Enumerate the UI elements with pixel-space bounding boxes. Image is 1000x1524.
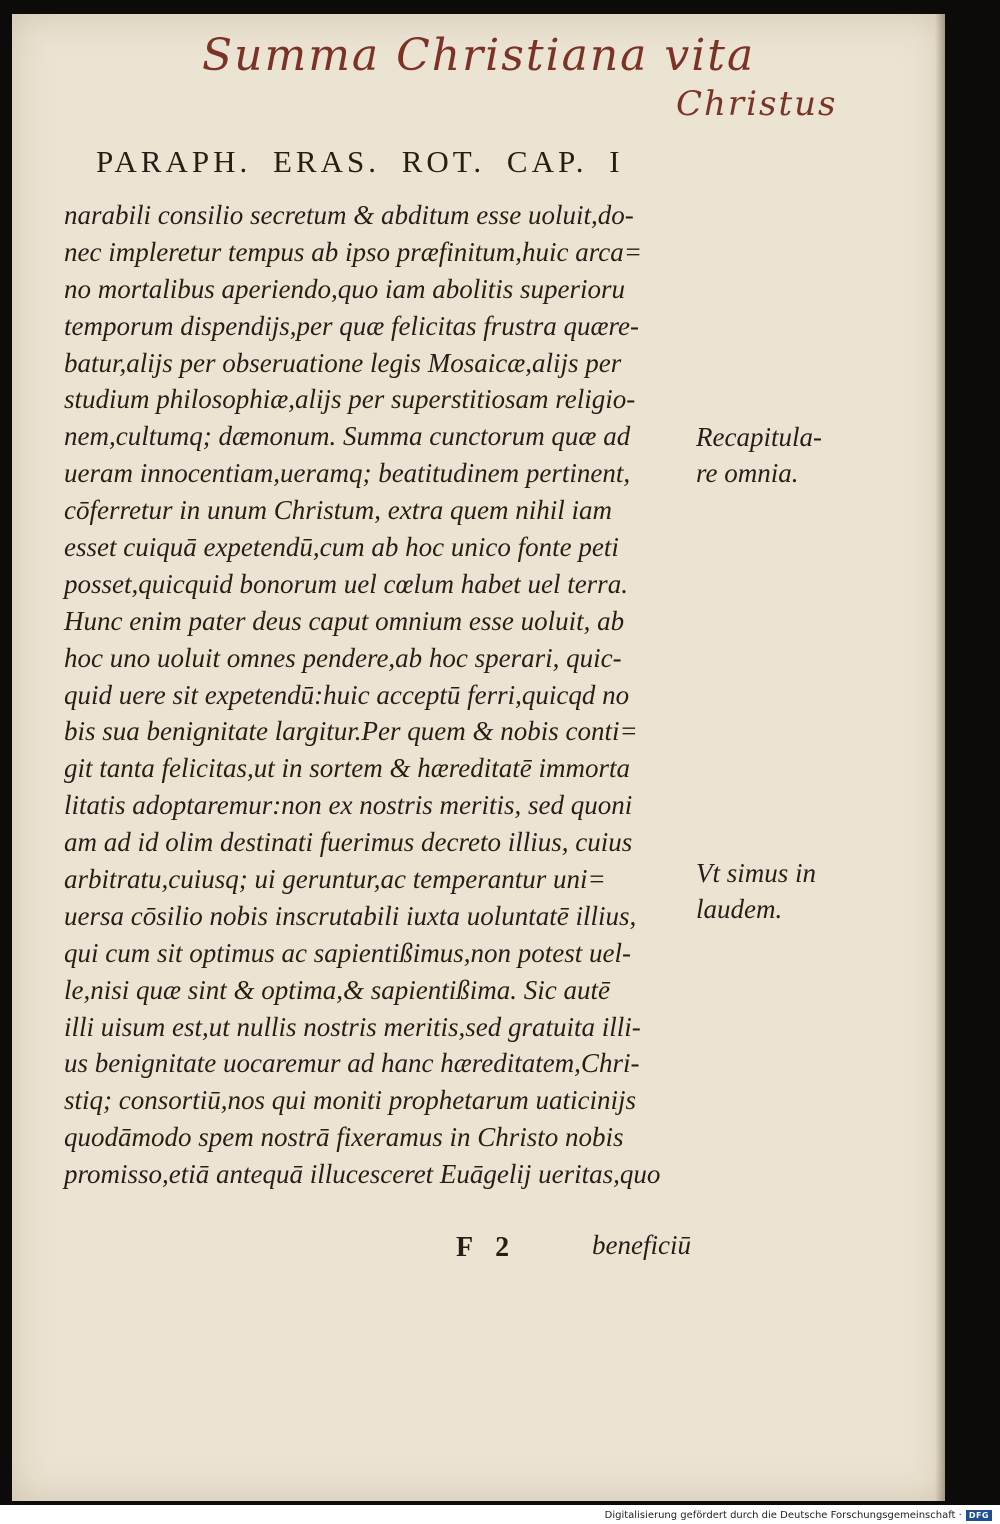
text-line: promisso,etiā antequā illucesceret Euāgelij ueritas,quo xyxy=(64,1159,661,1190)
text-line: us benignitate uocaremur ad hanc hæreditatem,Chri- xyxy=(64,1048,640,1079)
text-line: batur,alijs per obseruatione legis Mosaicæ,alijs per xyxy=(64,347,622,378)
text-line: arbitratu,cuiusq; ui geruntur,ac temperantur uni= xyxy=(64,864,606,895)
margin-note-line: laudem. xyxy=(696,894,783,924)
text-line: no mortalibus aperiendo,quo iam abolitis superioru xyxy=(64,273,626,304)
text-line: le,nisi quæ sint & optima,& sapientißima. Sic autē xyxy=(64,974,610,1005)
running-header: PARAPH. ERAS. ROT. CAP. I xyxy=(96,144,624,179)
text-line: nem,cultumq; dæmonum. Summa cunctorum quæ ad xyxy=(64,421,631,452)
margin-note-ut-simus xyxy=(696,855,816,927)
margin-note-line: Recapitula- xyxy=(696,422,822,452)
text-line: ueram innocentiam,ueramq; beatitudinem pertinent, xyxy=(64,458,631,489)
text-line: posset,quicquid bonorum uel cœlum habet uel terra. xyxy=(64,568,628,599)
text-line: temporum dispendijs,per quæ felicitas frustra quære- xyxy=(64,310,639,341)
text-line: narabili consilio secretum & abditum esse uoluit,do- xyxy=(64,200,634,230)
text-line: cōferretur in unum Christum, extra quem nihil iam xyxy=(64,495,612,526)
digitization-credit xyxy=(605,1508,992,1522)
text-line: esset cuiquā expetendū,cum ab hoc unico fonte peti xyxy=(64,532,619,563)
signature-mark: F 2 xyxy=(456,1232,518,1263)
book-page xyxy=(12,14,945,1501)
handwritten-annotation-line-2: Christus xyxy=(676,84,838,124)
text-line: quodāmodo spem nostrā fixeramus in Christo nobis xyxy=(64,1122,624,1153)
text-line: git tanta felicitas,ut in sortem & hæreditatē immorta xyxy=(64,753,630,784)
dfg-logo-icon: DFG xyxy=(966,1510,992,1521)
text-line: stiq; consortiū,nos qui moniti prophetarum uaticinijs xyxy=(64,1085,637,1116)
margin-note-recapitulare xyxy=(696,419,822,491)
text-line: litatis adoptaremur:non ex nostris meritis, sed quoni xyxy=(64,790,633,821)
text-line: hoc uno uoluit omnes pendere,ab hoc sperari, quic- xyxy=(64,642,622,673)
text-line: am ad id olim destinati fuerimus decreto illius, cuius xyxy=(64,827,633,858)
text-line: uersa cōsilio nobis inscrutabili iuxta uoluntatē illius, xyxy=(64,900,637,931)
margin-note-line: Vt simus in xyxy=(696,858,817,888)
text-line: bis sua benignitate largitur.Per quem & nobis conti= xyxy=(64,716,638,747)
body-text xyxy=(64,197,694,1193)
credit-text: Digitalisierung gefördert durch die Deutsche Forschungsgemeinschaft · xyxy=(604,1509,962,1521)
text-line: illi uisum est,ut nullis nostris meritis,sed gratuita illi- xyxy=(64,1011,641,1042)
text-line: nec impleretur tempus ab ipso præfinitum,huic arca= xyxy=(64,236,642,267)
text-line: Hunc enim pater deus caput omnium esse uoluit, ab xyxy=(64,605,625,636)
handwritten-annotation-line-1: Summa Christiana vita xyxy=(202,30,756,81)
text-line: quid uere sit expetendū:huic acceptū ferri,quicqd no xyxy=(64,679,630,710)
margin-note-line: re omnia. xyxy=(696,458,799,488)
text-line: studium philosophiæ,alijs per superstitiosam religio- xyxy=(64,384,636,415)
text-line: qui cum sit optimus ac sapientißimus,non potest uel- xyxy=(64,937,631,968)
catchword: beneficiū xyxy=(592,1230,691,1260)
